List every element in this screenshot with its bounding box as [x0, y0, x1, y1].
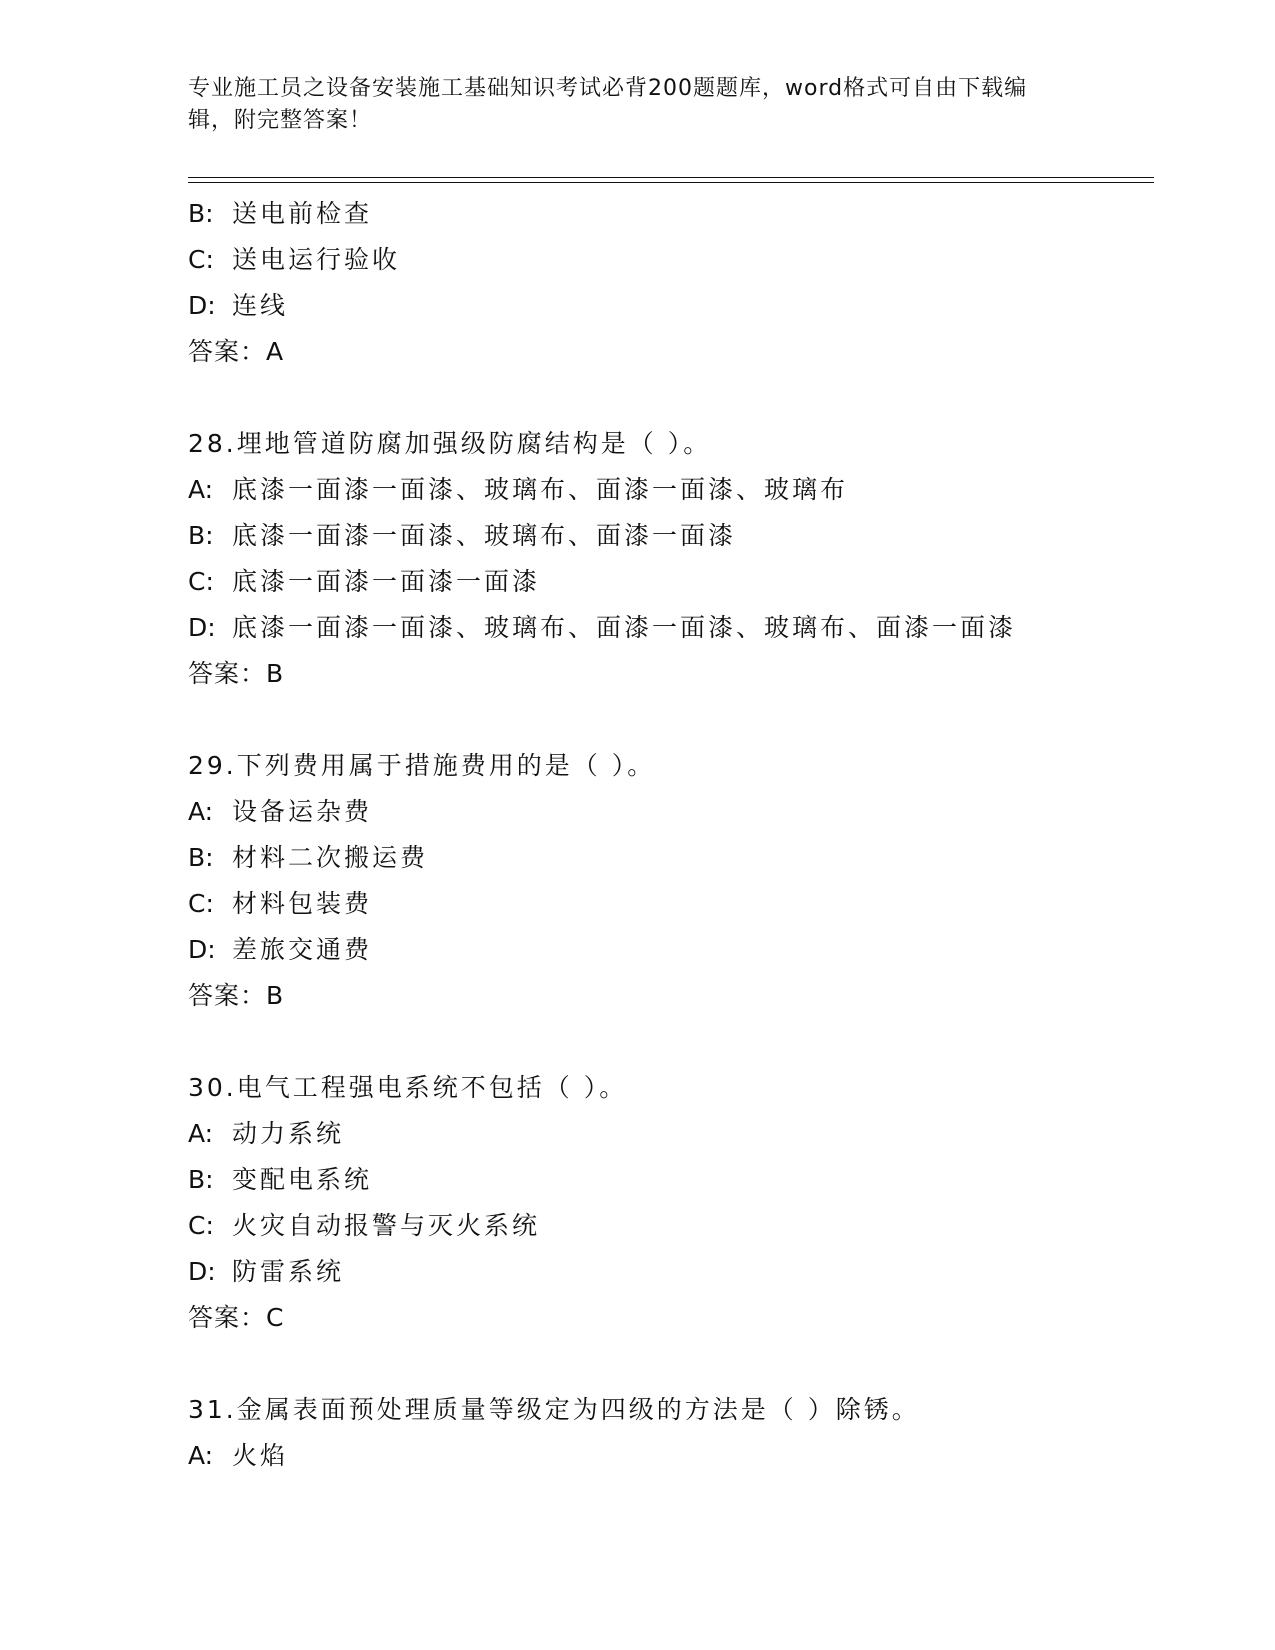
header-divider-bottom	[188, 182, 1154, 183]
answer-label: 答案：A	[188, 337, 285, 366]
option-b: B: 材料二次搬运费	[188, 843, 429, 872]
document-header: 专业施工员之设备安装施工基础知识考试必背200题题库，word格式可自由下载编辑，附完整答案！	[188, 76, 1028, 133]
spacer	[188, 375, 1168, 421]
option-b: B: 变配电系统	[188, 1165, 373, 1194]
option-c: C: 底漆一面漆一面漆一面漆	[188, 567, 541, 596]
option-b: B: 送电前检查	[188, 199, 373, 228]
spacer	[188, 1019, 1168, 1065]
question-stem: 30.电气工程强电系统不包括（ ）。	[188, 1073, 628, 1102]
header-divider-top	[188, 177, 1154, 178]
question-stem: 31.金属表面预处理质量等级定为四级的方法是（ ）除锈。	[188, 1395, 920, 1424]
option-c: C: 送电运行验收	[188, 245, 401, 274]
question-stem: 28.埋地管道防腐加强级防腐结构是（ ）。	[188, 429, 712, 458]
option-d: D: 差旅交通费	[188, 935, 373, 964]
question-stem: 29.下列费用属于措施费用的是（ ）。	[188, 751, 656, 780]
spacer	[188, 1341, 1168, 1387]
option-d: D: 连线	[188, 291, 289, 320]
option-c: C: 火灾自动报警与灭火系统	[188, 1211, 541, 1240]
option-a: A: 动力系统	[188, 1119, 345, 1148]
option-a: A: 设备运杂费	[188, 797, 373, 826]
answer-label: 答案：B	[188, 981, 285, 1010]
spacer	[188, 697, 1168, 743]
option-c: C: 材料包装费	[188, 889, 373, 918]
option-b: B: 底漆一面漆一面漆、玻璃布、面漆一面漆	[188, 521, 737, 550]
option-a: A: 火焰	[188, 1441, 289, 1470]
option-a: A: 底漆一面漆一面漆、玻璃布、面漆一面漆、玻璃布	[188, 475, 849, 504]
answer-label: 答案：C	[188, 1303, 285, 1332]
option-d: D: 底漆一面漆一面漆、玻璃布、面漆一面漆、玻璃布、面漆一面漆	[188, 613, 1017, 642]
question-list	[188, 191, 1168, 1479]
answer-label: 答案：B	[188, 659, 285, 688]
option-d: D: 防雷系统	[188, 1257, 345, 1286]
